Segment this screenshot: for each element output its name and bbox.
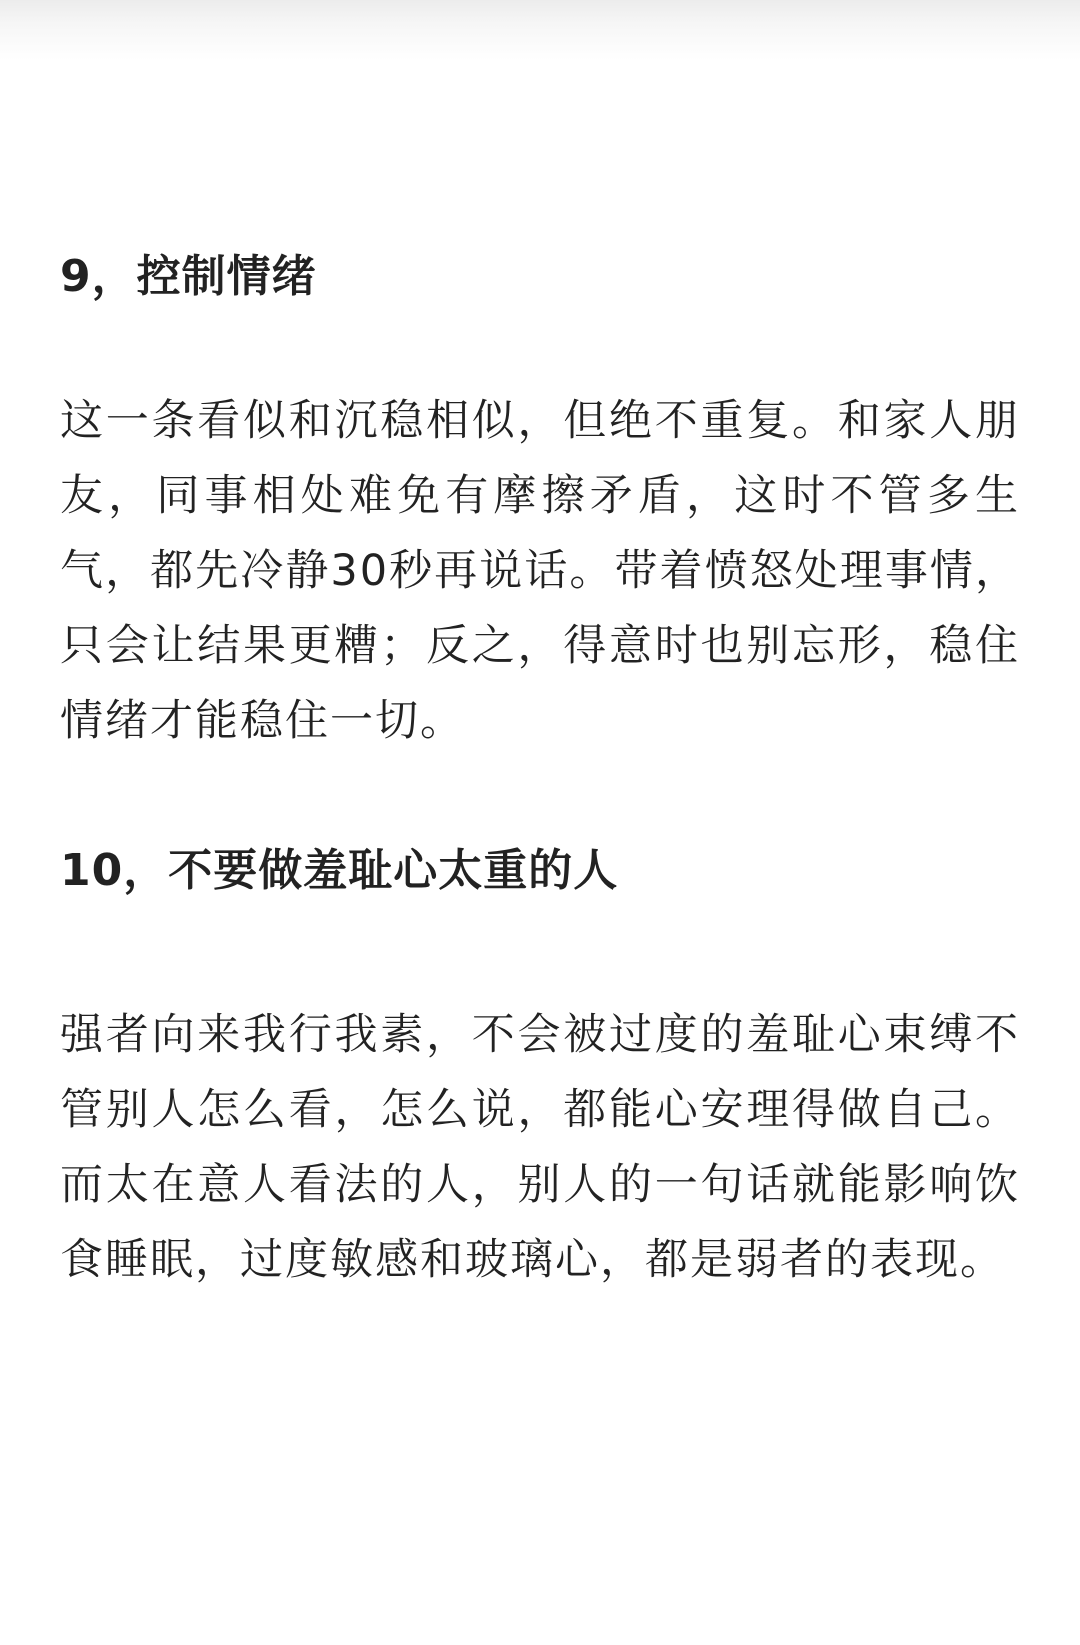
article xyxy=(60,245,1020,1298)
section-heading-10: 10，不要做羞耻心太重的人 xyxy=(60,845,619,896)
section-heading-9: 9，控制情绪 xyxy=(60,251,317,302)
top-shadow xyxy=(0,0,1080,60)
section-body-9: 这一条看似和沉稳相似，但绝不重复。和家人朋友，同事相处难免有摩擦矛盾，这时不管多生气，都先冷静30秒再说话。带着愤怒处理事情，只会让结果更糟；反之，得意时也别忘形，稳住情绪才能稳住一切。 xyxy=(60,396,1020,746)
section-body-10: 强者向来我行我素，不会被过度的羞耻心束缚不管别人怎么看，怎么说，都能心安理得做自己。而太在意人看法的人，别人的一句话就能影响饮食睡眠，过度敏感和玻璃心，都是弱者的表现。 xyxy=(60,1010,1020,1285)
